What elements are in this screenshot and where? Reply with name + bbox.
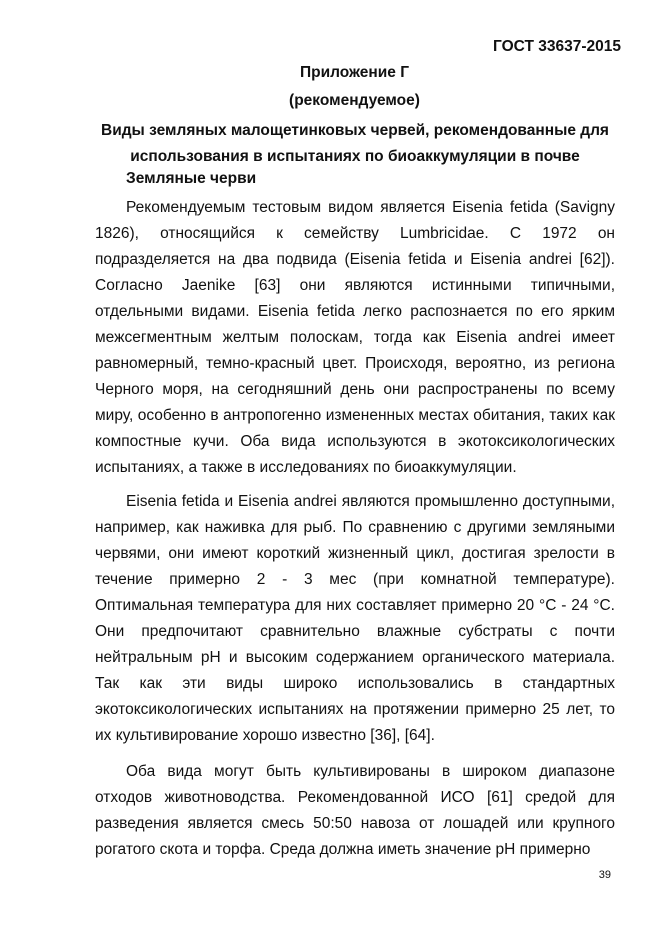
page-number: 39	[598, 869, 611, 881]
subsection-heading: Земляные черви	[126, 170, 257, 187]
paragraph: Рекомендуемым тестовым видом является Eisenia fetida (Savigny 1826), относящийся к семейству Lumbricidae. С 1972 он подразделяется на два подвида (Eisenia fetida и Eisenia andrei [62]). Согласно Jaenike [63] они являются истинными типичными, отдельными видами. Eisenia fetida легко распознается по его ярким межсегментным желтым полоскам, тогда как Eisenia andrei имеет равномерный, темно-красный цвет. Происходя, вероятно, из региона Черного моря, на сегодняшний день они распространены по всему миру, особенно в антропогенно измененных местах обитания, таких как компостные кучи. Оба вида используются в экотоксикологических испытаниях, а также в исследованиях по биоаккумуляции.	[95, 199, 615, 476]
section-heading: Виды земляных малощетинковых червей, рекомендованные для использования в испытаниях по биоаккумуляции в почве	[101, 122, 609, 165]
paragraph: Оба вида могут быть культивированы в широком диапазоне отходов животноводства. Рекомендованной ИСО [61] средой для разведения является смесь 50:50 навоза от лошадей или крупного рогатого скота и торфа. Среда должна иметь значение pH примерно	[95, 763, 615, 858]
document-code: ГОСТ 33637-2015	[493, 38, 621, 55]
paragraph: Eisenia fetida и Eisenia andrei являются промышленно доступными, например, как наживка для рыб. По сравнению с другими земляными червями, они имеют короткий жизненный цикл, достигая зрелости в течение примерно 2 - 3 мес (при комнатной температуре). Оптимальная температура для них составляет примерно 20 °С - 24 °С. Они предпочитают сравнительно влажные субстраты с почти нейтральным pH и высоким содержанием органического материала. Так как эти виды широко использовались в стандартных экотоксикологических испытаниях на протяжении примерно 25 лет, то их культивирование хорошо известно [36], [64].	[95, 493, 615, 744]
appendix-title: Приложение Г	[299, 64, 410, 81]
appendix-status: (рекомендуемое)	[289, 92, 420, 109]
